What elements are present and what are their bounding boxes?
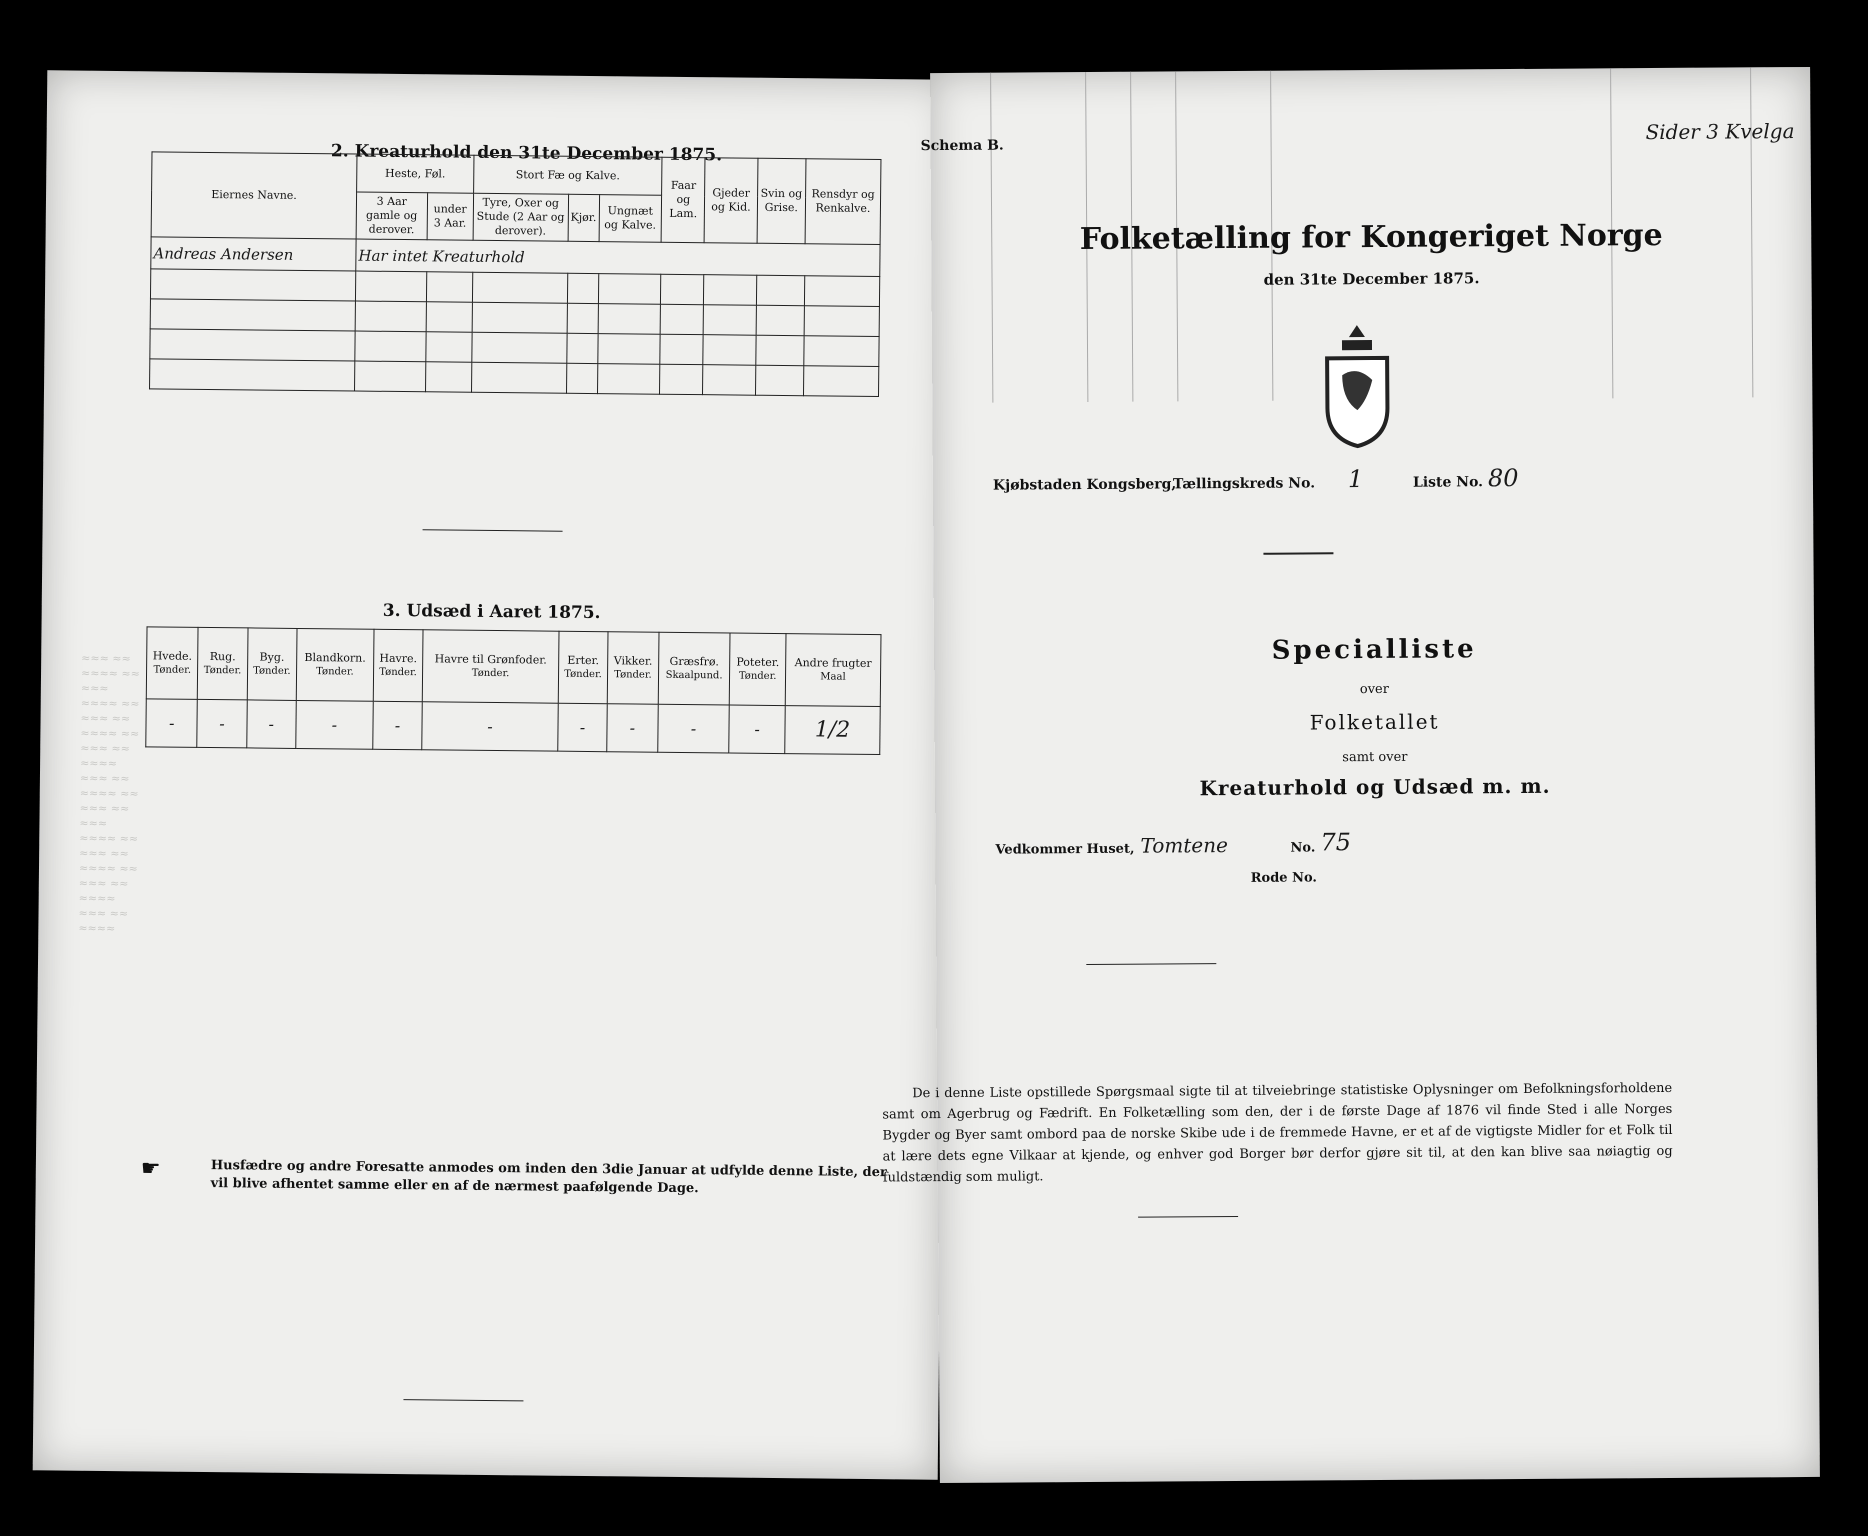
sowing-value: -: [146, 699, 198, 748]
owner-entry: Andreas Andersen: [151, 237, 356, 271]
sowing-header-unit: Tønder.: [316, 665, 354, 678]
sowing-header: [296, 628, 374, 701]
header-horses: Heste, Føl.: [357, 154, 474, 193]
sowing-header-name: Poteter.: [736, 655, 780, 669]
left-page: [33, 70, 953, 1479]
sowing-header: [146, 627, 198, 700]
header-owners: Eiernes Navne.: [151, 152, 357, 239]
sowing-header-unit: Tønder.: [564, 668, 602, 680]
sowing-header-unit: Skaalpund.: [665, 669, 723, 681]
gade-no-label: No.: [1290, 840, 1316, 856]
kreaturhold-title: Kreaturhold og Udsæd m. m.: [1199, 773, 1551, 801]
sowing-header-name: Hvede.: [152, 648, 193, 663]
bleed-through-text: ≈≈≈ ≈≈ ≈≈≈≈ ≈≈ ≈≈≈ ≈≈≈≈ ≈≈ ≈≈≈ ≈≈ ≈≈≈≈ ≈≈ ≈≈≈ ≈≈ ≈≈≈≈ ≈≈≈ ≈≈ ≈≈≈≈ ≈≈ ≈≈≈ ≈≈ ≈≈≈ ≈≈≈≈ ≈≈ ≈≈≈ ≈≈ ≈≈≈≈ ≈≈ ≈≈≈ ≈≈ ≈≈≈≈ ≈≈≈ ≈≈ ≈≈≈≈: [78, 651, 140, 936]
sowing-header: [658, 632, 730, 705]
sowing-header: [373, 629, 423, 702]
livestock-table: [149, 151, 881, 397]
over-label: over: [1359, 681, 1390, 698]
date-line: den 31te December 1875.: [1263, 269, 1480, 289]
sowing-value: -: [246, 700, 296, 749]
header-horses-old: 3 Aar gamle og derover.: [356, 192, 427, 240]
sowing-header: [247, 628, 297, 701]
sowing-header: [558, 631, 608, 704]
sowing-header-unit: Tønder.: [471, 667, 510, 679]
header-horses-young: under 3 Aar.: [427, 193, 474, 240]
samt-over: samt over: [1342, 749, 1408, 766]
schema-label: Schema B.: [920, 137, 1004, 155]
sowing-value: -: [558, 703, 608, 752]
sowing-value: -: [197, 699, 247, 748]
sowing-header-name: Blandkorn.: [304, 650, 366, 665]
sowing-header-name: Andre frugter: [794, 655, 872, 670]
sowing-header-unit: Tønder.: [253, 664, 291, 677]
section2-title: 2. Kreaturhold den 31te December 1875.: [330, 141, 723, 166]
divider: [423, 529, 563, 531]
rode-label: Rode No.: [1250, 870, 1317, 886]
sowing-header-unit: Tønder.: [203, 664, 242, 676]
house-value: Tomtene: [1140, 833, 1228, 858]
sowing-header-unit: Tønder.: [614, 668, 652, 681]
pointing-hand-icon: ☛: [140, 1156, 161, 1182]
right-page: [882, 67, 1820, 1483]
sowing-value: -: [422, 702, 558, 751]
sowing-header-name: Erter.: [567, 653, 600, 667]
sowing-header-unit: Tønder.: [379, 666, 417, 678]
gade-no-value: 75: [1320, 828, 1352, 857]
header-sheep: Faar og Lam.: [661, 157, 705, 242]
divider-bottom: [1138, 1216, 1238, 1218]
header-cattle: Stort Fæ og Kalve.: [473, 155, 662, 195]
header-bulls: Tyre, Oxer og Stude (2 Aar og derover).: [473, 193, 568, 241]
sowing-header-name: Vikker.: [613, 653, 653, 668]
list-value: 80: [1487, 463, 1519, 493]
header-pigs: Svin og Grise.: [757, 158, 806, 244]
sowing-value: -: [657, 704, 729, 753]
header-reindeer: Rensdyr og Renkalve.: [805, 159, 881, 245]
special-title: Specialliste: [1271, 634, 1477, 666]
intro-paragraph: De i denne Liste opstillede Spørgsmaal sigte til at tilveiebringe statistiske Oplysninger om Befolkningsforholdene samt om Agerbrug og Fædrift. En Folketælling som den, der i de første Dage af 1876 vil finde Sted i alle Norges Bygder og Byer samt ombord paa de norske Skibe ude i de fremmede Havne, er et af de vigtigste Midler for et Folk til at lære dets egne Vilkaar at kjende, og enhver god Borger bør derfor gjøre sit til, at den kan blive saa nøiagtig og fuldstændig som muligt.: [882, 1080, 1673, 1186]
coat-of-arms-icon: [1312, 320, 1403, 451]
sowing-header: [422, 630, 558, 703]
sowing-header: [198, 627, 248, 700]
sowing-header-name: Havre til Grønfoder.: [434, 651, 547, 667]
district-label: Tællingskreds No.: [1172, 475, 1316, 493]
sowing-value: -: [607, 704, 658, 753]
sowing-value: -: [729, 705, 785, 754]
sowing-header-name: Havre.: [379, 651, 418, 665]
district-value: 1: [1347, 465, 1364, 494]
list-label: Liste No.: [1412, 474, 1484, 491]
sowing-table: [145, 626, 881, 755]
sowing-header-name: Rug.: [209, 649, 236, 663]
corner-note: Sider 3 Kvelga: [1645, 119, 1795, 145]
notice-text: Husfædre og andre Foresatte anmodes om inden den 3die Januar at udfylde denne Liste, der vil blive afhentet samme eller en af de nærmest paafølgende Dage.: [210, 1158, 887, 1197]
sowing-header-name: Byg.: [259, 650, 285, 664]
sowing-header: [607, 632, 658, 705]
sowing-value: -: [373, 701, 423, 750]
divider: [1263, 552, 1333, 554]
divider-bottom: [403, 1399, 523, 1401]
sowing-header: [730, 633, 786, 706]
sowing-header-unit: Maal: [820, 670, 846, 683]
header-goats: Gjeder og Kid.: [705, 158, 758, 244]
sowing-header-unit: Tønder.: [738, 670, 777, 682]
header-young: Ungnæt og Kalve.: [599, 195, 662, 243]
table-row: [150, 359, 879, 397]
sowing-value: 1/2: [785, 706, 881, 755]
sowing-header: [785, 634, 881, 707]
sowing-header-name: Græsfrø.: [669, 654, 719, 668]
owner-note: Har intet Kreaturhold: [356, 239, 880, 276]
sowing-header-unit: Tønder.: [153, 663, 192, 676]
header-cows: Kjør.: [568, 194, 599, 241]
divider: [1086, 963, 1216, 965]
sowing-value: -: [296, 700, 373, 749]
folketallet: Folketallet: [1309, 709, 1440, 735]
town-label: Kjøbstaden Kongsberg,: [992, 476, 1177, 494]
main-title: Folketælling for Kongeriget Norge: [1079, 217, 1663, 258]
section3-title: 3. Udsæd i Aaret 1875.: [382, 600, 601, 624]
house-label: Vedkommer Huset,: [995, 841, 1135, 858]
